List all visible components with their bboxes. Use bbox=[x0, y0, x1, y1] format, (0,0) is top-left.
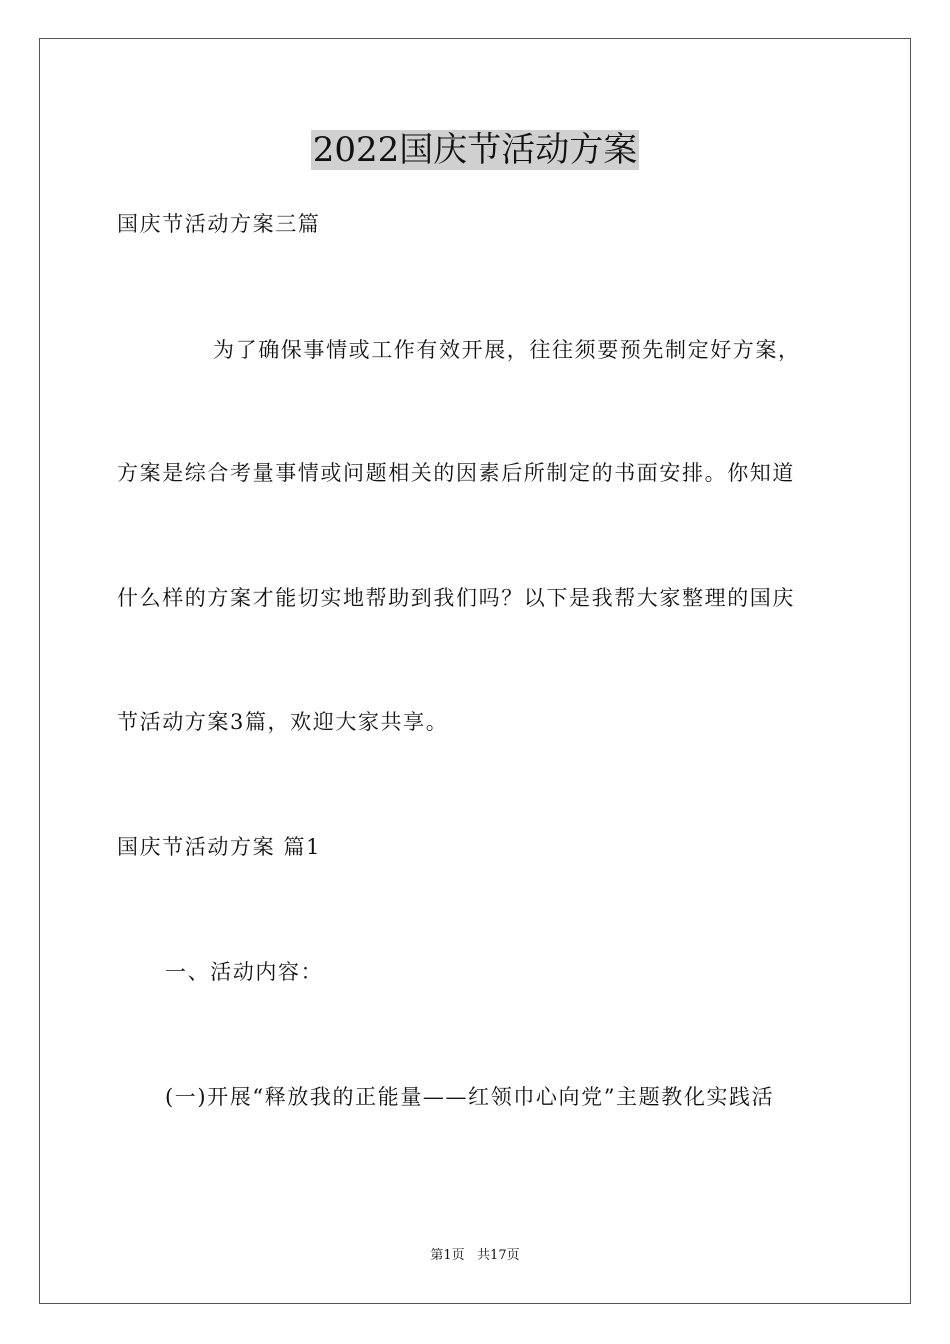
intro-line-2: 方案是综合考量事情或问题相关的因素后所制定的书面安排。你知道 bbox=[117, 461, 795, 485]
intro-line-3: 什么样的方案才能切实地帮助到我们吗？以下是我帮大家整理的国庆 bbox=[117, 586, 795, 610]
page-footer: 第1页 共17页 bbox=[430, 1248, 520, 1263]
document-title bbox=[0, 124, 950, 176]
document-title-text: 2022国庆节活动方案 bbox=[312, 130, 638, 170]
intro-line-4: 节活动方案3篇，欢迎大家共享。 bbox=[117, 710, 449, 734]
intro-line-1: 为了确保事情或工作有效开展，往往须要预先制定好方案， bbox=[213, 338, 801, 362]
item-line: (一)开展“释放我的正能量——红领巾心向党”主题教化实践活 bbox=[165, 1085, 775, 1109]
section-heading: 国庆节活动方案 篇1 bbox=[117, 835, 322, 859]
document-subtitle: 国庆节活动方案三篇 bbox=[117, 212, 321, 236]
item-heading: 一、活动内容： bbox=[165, 960, 324, 984]
